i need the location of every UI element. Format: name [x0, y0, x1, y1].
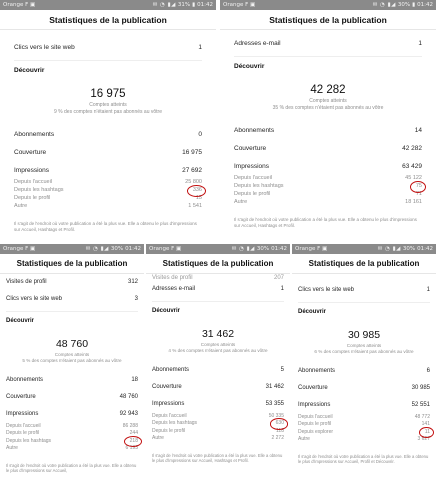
- status-bar: [220, 0, 436, 10]
- clock: 01:42: [271, 246, 287, 252]
- gallery-icon: ▣: [29, 246, 36, 252]
- page-title: Statistiques de la publication: [0, 10, 216, 30]
- reach-value: 48 760: [55, 337, 89, 350]
- source-row: Depuis le profil 244: [6, 430, 138, 436]
- reach-value: 42 282: [310, 84, 346, 96]
- highlight-ring: 75: [416, 183, 422, 191]
- section-title: Découvrir: [14, 67, 45, 74]
- source-row: Depuis le profil 71: [234, 191, 422, 197]
- stat-row: Couverture 42 282: [234, 144, 422, 152]
- source-row: Depuis les hashtags 336: [14, 187, 202, 195]
- source-row: Autre 18 161: [234, 199, 422, 205]
- source-row: Autre 1 541: [14, 203, 202, 209]
- reach-value: 16 975: [90, 88, 126, 100]
- signal-icon: ✉ ◔ ▮◢: [152, 2, 176, 8]
- stat-row: Abonnements 0: [14, 130, 202, 138]
- stat-row: Couverture 31 462: [152, 384, 284, 390]
- status-bar: [146, 244, 290, 254]
- source-row: Autre 6 193: [6, 445, 138, 451]
- reach-subcaption: 6 % des comptes n'étaient pas abonnés au vôtre: [314, 348, 414, 354]
- highlight-ring: 218: [130, 438, 138, 446]
- carrier-label: Orange F: [223, 2, 249, 8]
- reach-caption: Comptes atteints: [89, 102, 127, 108]
- reach-caption: Comptes atteints: [54, 351, 90, 357]
- source-row: Depuis le profil 118: [152, 427, 284, 434]
- source-row: Autre 3 627: [298, 436, 430, 442]
- clock: 01:42: [417, 246, 433, 252]
- stat-row: Couverture 48 760: [6, 394, 138, 400]
- stat-row: Clics vers le site web 1: [298, 287, 430, 293]
- highlight-ring: 336: [193, 187, 202, 195]
- clock: 01:42: [197, 2, 213, 8]
- reach-value: 31 462: [201, 327, 235, 340]
- stat-row: Adresses e-mail 1: [152, 286, 284, 292]
- source-row: Depuis explorer 11: [298, 429, 430, 437]
- clock: 01:42: [417, 2, 433, 8]
- status-bar: [292, 244, 436, 254]
- reach-subcaption: 5 % des comptes n'étaient pas abonnés au vôtre: [22, 357, 122, 363]
- info-note: Il s'agit de l'endroit où votre publication a été la plus vue. Elle a obtenu le plus d'impressions sur Accueil, Hashtags et Profil.: [234, 217, 417, 228]
- carrier-label: Orange F: [3, 2, 29, 8]
- stat-row: Visites de profil 312: [6, 279, 138, 285]
- source-row: Depuis les hashtags 630: [152, 420, 284, 428]
- screenshot-4: [146, 244, 290, 500]
- stat-row: Adresses e-mail 1: [234, 39, 422, 47]
- page-title: Statistiques de la publication: [146, 254, 290, 274]
- stat-row: Couverture 30 985: [298, 385, 430, 391]
- stat-row: Impressions 52 551: [298, 402, 430, 408]
- section-title: Découvrir: [152, 307, 181, 314]
- carrier-label: Orange F: [3, 246, 29, 252]
- gallery-icon: ▣: [249, 2, 256, 8]
- status-bar: [0, 244, 144, 254]
- gallery-icon: ▣: [29, 2, 36, 8]
- reach-subcaption: 35 % des comptes n'étaient pas abonnés au vôtre: [272, 104, 384, 111]
- stat-row: Impressions 92 943: [6, 411, 138, 417]
- section-title: Découvrir: [234, 63, 265, 70]
- highlight-ring: 630: [276, 420, 284, 428]
- signal-icon: ✉ ◔ ▮◢: [231, 246, 255, 252]
- source-row: Depuis l'accueil 25 800: [14, 179, 202, 185]
- source-row: Depuis l'accueil 50 335: [152, 412, 284, 419]
- source-row: Depuis le profil 141: [298, 421, 430, 427]
- page-title: Statistiques de la publication: [0, 254, 144, 274]
- source-row: Depuis les hashtags 218: [6, 438, 138, 446]
- battery-level: 31%: [177, 2, 191, 8]
- gallery-icon: ▣: [175, 246, 182, 252]
- reach-caption: Comptes atteints: [309, 98, 347, 104]
- signal-icon: ✉ ◔ ▮◢: [372, 2, 396, 8]
- reach-subcaption: 9 % des comptes n'étaient pas abonnés au vôtre: [54, 108, 162, 115]
- stat-row: Abonnements 5: [152, 367, 284, 373]
- stat-row: Abonnements 6: [298, 368, 430, 374]
- source-row: Depuis l'accueil 45 122: [234, 175, 422, 181]
- stat-row: Couverture 16 975: [14, 148, 202, 156]
- battery-icon: ▮: [412, 2, 416, 8]
- stat-row: Clics vers le site web 1: [14, 43, 202, 51]
- reach-subcaption: 4 % des comptes n'étaient pas abonnés au vôtre: [168, 347, 268, 353]
- source-row: Depuis les hashtags 75: [234, 183, 422, 191]
- stat-row: Impressions 53 355: [152, 401, 284, 407]
- battery-level: 30%: [110, 246, 124, 252]
- source-row: Depuis l'accueil 48 772: [298, 413, 430, 420]
- stat-row: Impressions 27 692: [14, 166, 202, 174]
- clock: 01:42: [125, 246, 141, 252]
- signal-icon: ✉ ◔ ▮◢: [85, 246, 109, 252]
- stat-row: Abonnements 18: [6, 377, 138, 383]
- page-title: Statistiques de la publication: [292, 254, 436, 274]
- highlight-ring: 11: [425, 429, 430, 437]
- source-row: Depuis l'accueil 86 288: [6, 422, 138, 429]
- stat-row-partial: Visites de profil 207: [152, 274, 284, 281]
- screenshot-2: [220, 0, 436, 244]
- battery-icon: ▮: [192, 2, 196, 8]
- screenshot-1: [0, 0, 216, 244]
- info-note: Il s'agit de l'endroit où votre publication a été la plus vue. Elle a obtenu le plus d'impressions sur Accueil, Profil et Découvrir.: [298, 453, 429, 464]
- source-row: Autre 2 272: [152, 435, 284, 441]
- stat-row: Abonnements 14: [234, 126, 422, 134]
- section-title: Découvrir: [6, 317, 35, 324]
- carrier-label: Orange F: [295, 246, 321, 252]
- battery-level: 30%: [397, 2, 411, 8]
- info-note: Il s'agit de l'endroit où votre publication a été la plus vue. Elle a obtenu le plus d'impressions sur Accueil,: [6, 462, 137, 473]
- battery-level: 30%: [402, 246, 416, 252]
- source-row: Depuis le profil 15: [14, 195, 202, 201]
- stat-row: Clics vers le site web 3: [6, 296, 138, 302]
- info-note: Il s'agit de l'endroit où votre publication a été la plus vue. Elle a obtenu le plus d'impressions sur Accueil, Hashtags et Profil.: [152, 452, 283, 463]
- signal-icon: ✉ ◔ ▮◢: [377, 246, 401, 252]
- screenshot-3: [0, 244, 144, 500]
- stat-row: Impressions 63 429: [234, 162, 422, 170]
- carrier-label: Orange F: [149, 246, 175, 252]
- battery-level: 30%: [256, 246, 270, 252]
- screenshot-5: [292, 244, 436, 500]
- section-title: Découvrir: [298, 308, 327, 315]
- reach-value: 30 985: [347, 328, 381, 341]
- reach-caption: Comptes atteints: [200, 341, 236, 347]
- page-title: Statistiques de la publication: [220, 10, 436, 30]
- status-bar: [0, 0, 216, 10]
- info-note: Il s'agit de l'endroit où votre publication a été la plus vue. Elle a obtenu le plus d'impressions sur Accueil, Hashtags et Profil.: [14, 221, 197, 232]
- gallery-icon: ▣: [321, 246, 328, 252]
- reach-caption: Comptes atteints: [346, 342, 382, 348]
